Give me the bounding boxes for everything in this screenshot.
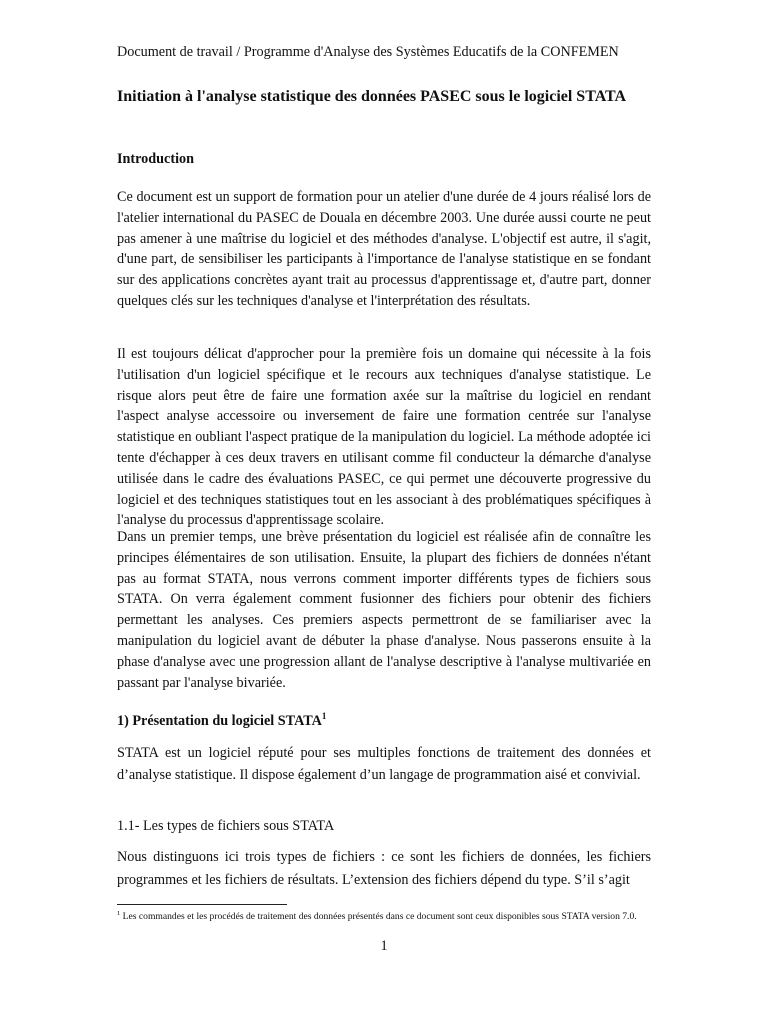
subsection-1-1-paragraph: Nous distinguons ici trois types de fichiers : ce sont les fichiers de données, les fichiers programmes et les fichiers de résultats. L’extension des fichiers dépend du type. S’il s’agit <box>117 849 651 888</box>
section-1-paragraph: STATA est un logiciel réputé pour ses multiples fonctions de traitement des données et d’analyse statistique. Il dispose également d’un langage de programmation aisé et convivial. <box>117 745 651 783</box>
introduction-paragraph-1: Ce document est un support de formation pour un atelier d'une durée de 4 jours réalisé lors de l'atelier international du PASEC de Douala en décembre 2003. Une durée aussi courte ne peut pas amener à une maîtrise du logiciel et des méthodes d'analyse. L'objectif est autre, il s'agit, d'une part, de sensibiliser les participants à l'importance de l'analyse statistique en se fondant sur des applications concrètes ayant trait au processus d'apprentissage et, d'autre part, donner quelques clés sur les techniques d'analyse et l'interprétation des résultats. <box>117 189 651 309</box>
document-title: Initiation à l'analyse statistique des données PASEC sous le logiciel STATA <box>117 88 627 105</box>
footnote-text: Les commandes et les procédés de traitement des données présentés dans ce document sont ceux disponibles sous STATA version 7.0. <box>120 911 637 922</box>
introduction-paragraph-2: Il est toujours délicat d'approcher pour la première fois un domaine qui nécessite à la fois l'utilisation d'un logiciel spécifique et le recours aux techniques d'analyse statistique. Le risque alors peut être de faire une formation axée sur la maîtrise du logiciel en rendant l'aspect analyse accessoire ou inversement de faire une formation centrée sur l'analyse statistique en oubliant l'aspect pratique de la manipulation du logiciel. La méthode adoptée ici tente d'échapper à ces deux travers en utilisant comme fil conducteur la démarche d'analyse utilisée dans le cadre des évaluations PASEC, ce qui permet une découverte progressive du logiciel et des techniques statistiques tout en les associant à des problématiques spécifiques à l'analyse du processus d'apprentissage scolaire. <box>117 346 651 529</box>
footnote-marker: 1 <box>117 910 121 917</box>
page-number: 1 <box>380 938 388 954</box>
section-1-heading-text: 1) Présentation du logiciel STATA <box>117 713 322 729</box>
section-1-heading <box>117 712 326 730</box>
running-header: Document de travail / Programme d'Analyse des Systèmes Educatifs de la CONFEMEN <box>117 44 619 60</box>
footnote-separator <box>117 904 287 905</box>
footnote <box>117 910 651 923</box>
introduction-heading: Introduction <box>117 151 194 167</box>
introduction-paragraph-3: Dans un premier temps, une brève présentation du logiciel est réalisée afin de connaître les principes élémentaires de son utilisation. Ensuite, la plupart des fichiers de données n'étant pas au format STATA, nous verrons comment importer différents types de fichiers sous STATA. On verra également comment fusionner des fichiers pour obtenir des fichiers permettant les analyses. Ces premiers aspects permettront de se familiariser avec la manipulation du logiciel avant de débuter la phase d'analyse. Nous passerons ensuite à la phase d'analyse avec une progression allant de l'analyse descriptive à l'analyse multivariée en passant par l'analyse bivariée. <box>117 529 651 691</box>
subsection-1-1-heading: 1.1- Les types de fichiers sous STATA <box>117 818 335 834</box>
footnote-reference[interactable]: 1 <box>321 711 327 721</box>
